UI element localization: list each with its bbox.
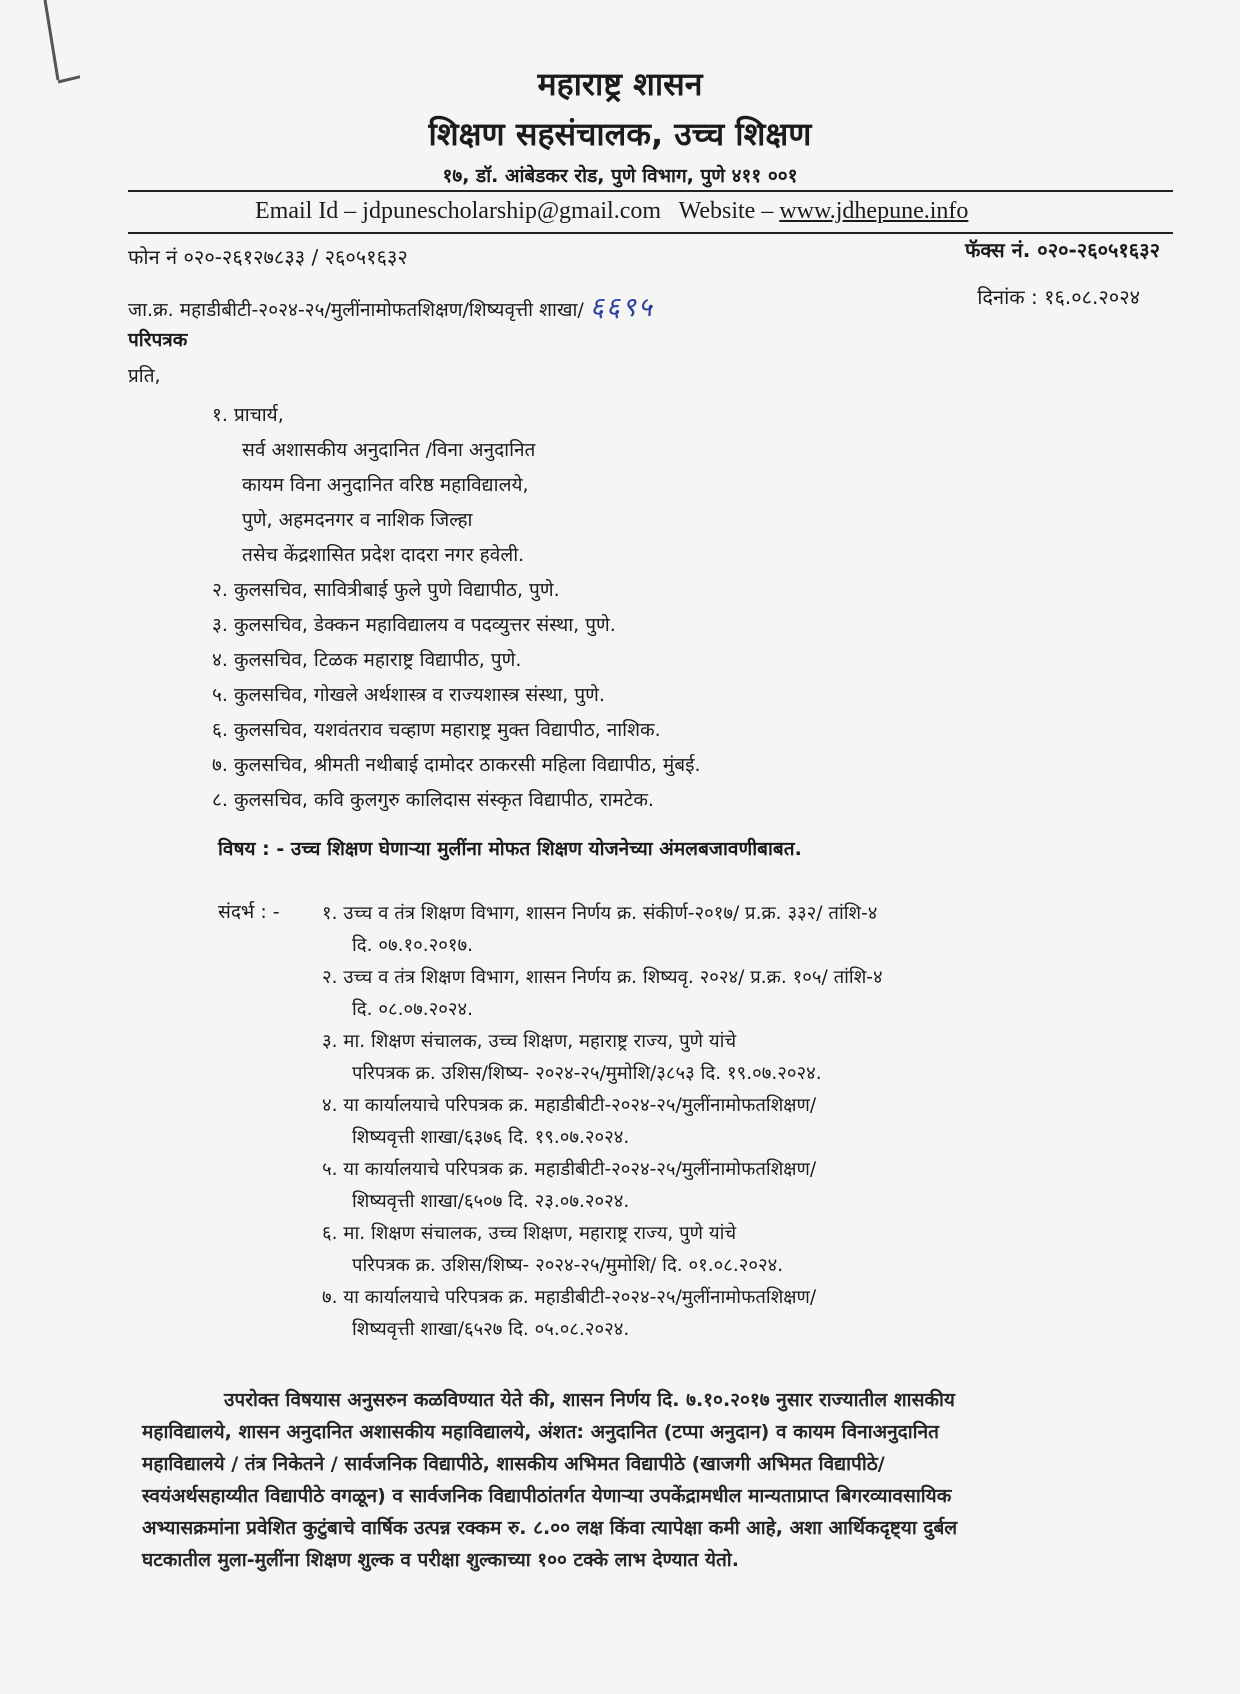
reference-item: ५. या कार्यालयाचे परिपत्रक क्र. महाडीबीटी-२०२४-२५/मुलींनामोफतशिक्षण/ bbox=[322, 1159, 817, 1180]
reference-item: परिपत्रक क्र. उशिस/शिष्य- २०२४-२५/मुमोशि/३८५३ दि. १९.०७.२०२४. bbox=[352, 1063, 822, 1084]
header-address: १७, डॉ. आंबेडकर रोड, पुणे विभाग, पुणे ४११ ००१ bbox=[442, 165, 798, 187]
reference-item: शिष्यवृत्ती शाखा/६३७६ दि. १९.०७.२०२४. bbox=[352, 1127, 630, 1148]
body-line: महाविद्यालये, शासन अनुदानित अशासकीय महाविद्यालये, अंशत: अनुदानित (टप्पा अनुदान) व कायम विनाअनुदानित bbox=[142, 1421, 939, 1443]
header-office: शिक्षण सहसंचालक, उच्च शिक्षण bbox=[428, 115, 812, 153]
references-label: संदर्भ : - bbox=[218, 901, 280, 923]
reference-item: परिपत्रक क्र. उशिस/शिष्य- २०२४-२५/मुमोशि/ दि. ०१.०८.२०२४. bbox=[352, 1255, 784, 1276]
to-label: प्रति, bbox=[128, 365, 161, 387]
website-label: Website – bbox=[678, 198, 774, 224]
body-line: उपरोक्त विषयास अनुसरुन कळविण्यात येते की, शासन निर्णय दि. ७.१०.२०१७ नुसार राज्यातील शासकीय bbox=[224, 1389, 955, 1411]
recipient-line: ५. कुलसचिव, गोखले अर्थशास्त्र व राज्यशास्त्र संस्था, पुणे. bbox=[212, 684, 605, 706]
recipient-line: २. कुलसचिव, सावित्रीबाई फुले पुणे विद्यापीठ, पुणे. bbox=[212, 579, 560, 601]
reference-item: ३. मा. शिक्षण संचालक, उच्च शिक्षण, महाराष्ट्र राज्य, पुणे यांचे bbox=[322, 1031, 737, 1052]
subject-line: विषय : - उच्च शिक्षण घेणाऱ्या मुलींना मोफत शिक्षण योजनेच्या अंमलबजावणीबाबत. bbox=[218, 838, 802, 860]
recipient-line: तसेच केंद्रशासित प्रदेश दादरा नगर हवेली. bbox=[242, 544, 525, 566]
recipient-line: १. प्राचार्य, bbox=[212, 404, 284, 426]
fax-number: फॅक्स नं. ०२०-२६०५१६३२ bbox=[964, 238, 1160, 262]
recipient-line: ६. कुलसचिव, यशवंतराव चव्हाण महाराष्ट्र मुक्त विद्यापीठ, नाशिक. bbox=[212, 719, 661, 741]
reference-item: ४. या कार्यालयाचे परिपत्रक क्र. महाडीबीटी-२०२४-२५/मुलींनामोफतशिक्षण/ bbox=[322, 1095, 817, 1116]
reference-item: ६. मा. शिक्षण संचालक, उच्च शिक्षण, महाराष्ट्र राज्य, पुणे यांचे bbox=[322, 1223, 737, 1244]
reference-printed: जा.क्र. महाडीबीटी-२०२४-२५/मुलींनामोफतशिक्षण/शिष्यवृत्ती शाखा/ bbox=[128, 299, 584, 321]
body-line: स्वयंअर्थसहाय्यीत विद्यापीठे वगळून) व सार्वजनिक विद्यापीठांतर्गत येणाऱ्या उपकेंद्रामधील मान्यताप्राप्त बिगरव्यावसायिक bbox=[142, 1485, 952, 1507]
recipient-line: ४. कुलसचिव, टिळक महाराष्ट्र विद्यापीठ, पुणे. bbox=[212, 649, 522, 671]
recipient-line: सर्व अशासकीय अनुदानित /विना अनुदानित bbox=[242, 439, 536, 461]
phone-number: फोन नं ०२०-२६१२७८३३ / २६०५१६३२ bbox=[128, 245, 408, 269]
email-text: Email Id – jdpunescholarship@gmail.com bbox=[255, 198, 662, 224]
recipient-list bbox=[212, 398, 701, 818]
body-paragraph bbox=[142, 1384, 1142, 1576]
recipient-line: ३. कुलसचिव, डेक्कन महाविद्यालय व पदव्युत्तर संस्था, पुणे. bbox=[212, 614, 616, 636]
reference-item: ७. या कार्यालयाचे परिपत्रक क्र. महाडीबीटी-२०२४-२५/मुलींनामोफतशिक्षण/ bbox=[322, 1287, 817, 1308]
reference-item: १. उच्च व तंत्र शिक्षण विभाग, शासन निर्णय क्र. संकीर्ण-२०१७/ प्र.क्र. ३३२/ तांशि-४ bbox=[322, 903, 878, 924]
website-link[interactable]: www.jdhepune.info bbox=[779, 198, 969, 224]
references-list bbox=[322, 898, 883, 1346]
body-line: घटकातील मुला-मुलींना शिक्षण शुल्क व परीक्षा शुल्काच्या १०० टक्के लाभ देण्यात येतो. bbox=[142, 1549, 739, 1571]
header-org: महाराष्ट्र शासन bbox=[537, 65, 703, 103]
recipient-line: कायम विना अनुदानित वरिष्ठ महाविद्यालये, bbox=[242, 474, 529, 496]
reference-item: शिष्यवृत्ती शाखा/६५२७ दि. ०५.०८.२०२४. bbox=[352, 1319, 630, 1340]
document-date: दिनांक : १६.०८.२०२४ bbox=[977, 285, 1140, 309]
reference-item: शिष्यवृत्ती शाखा/६५०७ दि. २३.०७.२०२४. bbox=[352, 1191, 630, 1212]
body-line: महाविद्यालये / तंत्र निकेतने / सार्वजनिक विद्यापीठे, शासकीय अभिमत विद्यापीठे (खाजगी अभिमत विद्यापीठे/ bbox=[142, 1453, 885, 1475]
body-line: अभ्यासक्रमांना प्रवेशित कुटुंबाचे वार्षिक उत्पन्न रक्कम रु. ८.०० लक्ष किंवा त्यापेक्षा कमी आहे, अशा आर्थिकदृष्ट्या दुर्बल bbox=[142, 1517, 958, 1539]
document-type: परिपत्रक bbox=[128, 329, 188, 351]
reference-handwritten: ६६९५ bbox=[589, 292, 654, 323]
reference-number bbox=[128, 287, 654, 324]
header-rule-top bbox=[128, 190, 1173, 192]
recipient-line: पुणे, अहमदनगर व नाशिक जिल्हा bbox=[242, 509, 473, 531]
reference-item: दि. ०७.१०.२०१७. bbox=[352, 935, 473, 956]
recipient-line: ८. कुलसचिव, कवि कुलगुरु कालिदास संस्कृत विद्यापीठ, रामटेक. bbox=[212, 789, 654, 811]
recipient-line: ७. कुलसचिव, श्रीमती नथीबाई दामोदर ठाकरसी महिला विद्यापीठ, मुंबई. bbox=[212, 754, 701, 776]
reference-item: दि. ०८.०७.२०२४. bbox=[352, 999, 473, 1020]
header-rule-bottom bbox=[128, 232, 1173, 234]
reference-item: २. उच्च व तंत्र शिक्षण विभाग, शासन निर्णय क्र. शिष्यवृ. २०२४/ प्र.क्र. १०५/ तांशि-४ bbox=[322, 967, 883, 988]
contact-line bbox=[255, 198, 968, 225]
